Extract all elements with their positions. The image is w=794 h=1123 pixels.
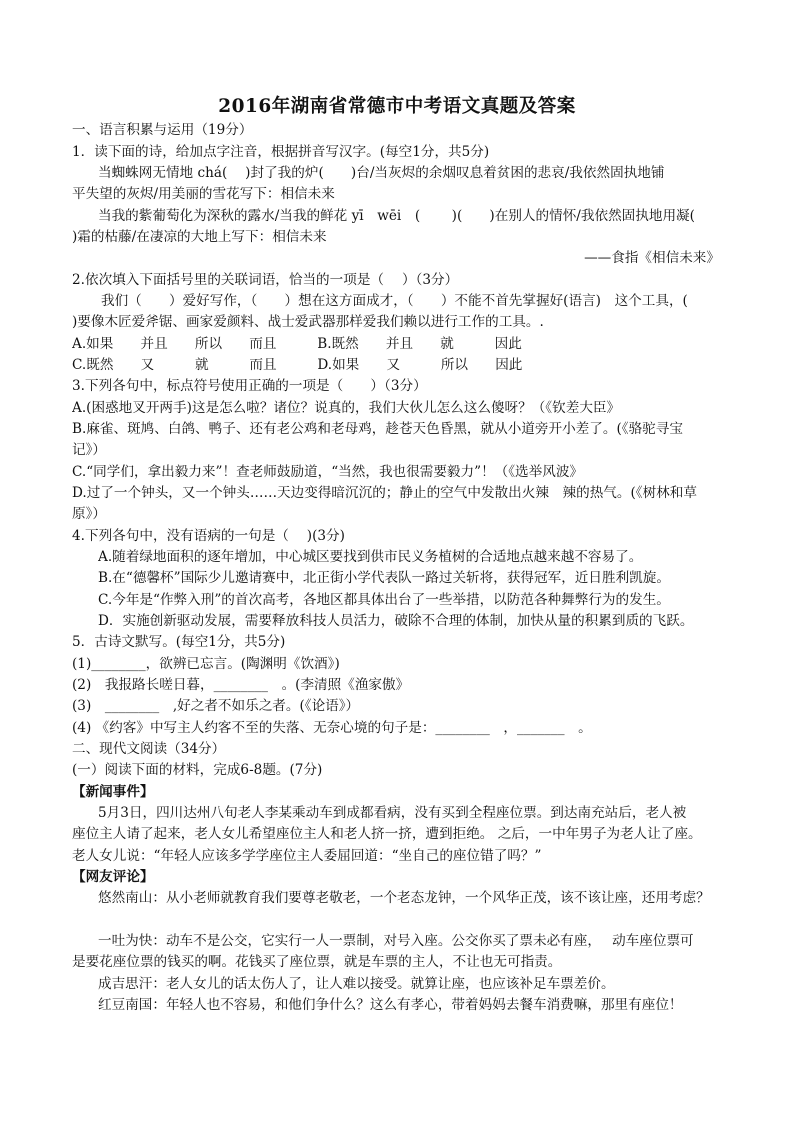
- comment-chengjisihan: 成吉思汗：老人女儿的话太伤人了，让人难以接受。就算让座，也应该补足车票差价。: [98, 976, 615, 992]
- question-5-item-1: (1)________，欲辨已忘言。(陶渊明《饮酒》): [72, 656, 340, 672]
- comment-hongdou-nanguo: 红豆南国：年轻人也不容易，和他们争什么？这么有孝心，带着妈妈去餐车消费嘛，那里有座位！: [98, 997, 683, 1013]
- question-3-option-b-cont: 记》）: [72, 442, 106, 458]
- poem-attribution: ——食指《相信未来》: [584, 250, 720, 266]
- netizen-comments-heading: 【网友评论】: [72, 869, 154, 885]
- question-5-stem: 5．古诗文默写。(每空1分，共5分): [72, 634, 286, 650]
- question-2-options-ab: A.如果 并且 所以 而且 B.既然 并且 就 因此: [72, 336, 522, 352]
- poem-line-2: 当我的紫葡萄化为深秋的露水/当我的鲜花 yī wēi ( )( )在别人的情怀/我依然固执地用凝(: [98, 208, 695, 224]
- question-3-option-b: B.麻雀、斑鸠、白鸽、鸭子、还有老公鸡和老母鸡，趁苍天色昏黑，就从小道旁开小差了。(《骆驼寻宝: [72, 421, 683, 437]
- question-2-text: 我们（ ）爱好写作，（ ）想在这方面成才，（ ）不能不首先掌握好(语言) 这个工具，(: [101, 293, 688, 309]
- question-2-options-cd: C.既然 又 就 而且 D.如果 又 所以 因此: [72, 357, 523, 373]
- question-1-stem: 1．读下面的诗，给加点字注音，根据拼音写汉字。(每空1分，共5分): [72, 144, 490, 160]
- question-2-stem: 2.依次填入下面括号里的关联词语，恰当的一项是（ ）（3分）: [72, 272, 459, 288]
- comment-yituweikuai-line-2: 是要花座位票的钱买的啊。花钱买了座位票，就是车票的主人，不让也无可指责。: [72, 954, 562, 970]
- section-heading-1: 一、语言积累与运用（19分）: [72, 122, 253, 138]
- news-event-heading: 【新闻事件】: [72, 784, 154, 800]
- question-2-text-cont: )要像木匠爱斧锯、画家爱颜料、战士爱武器那样爱我们赖以进行工作的工具。.: [72, 314, 544, 330]
- question-4-option-a: A.随着绿地面积的逐年增加，中心城区要找到供市民义务植树的合适地点越来越不容易了。: [98, 549, 643, 565]
- section-heading-2: 二、现代文阅读（34分）: [72, 741, 226, 757]
- question-4-option-c: C.今年是“作弊入刑”的首次高考，各地区都具体出台了一些举措，以防范各种舞弊行为的发生。: [98, 592, 670, 608]
- question-4-stem: 4.下列各句中，没有语病的一句是（ )(3分): [72, 528, 345, 544]
- document-title: 2016年湖南省常德市中考语文真题及答案: [218, 96, 576, 117]
- poem-line-2-cont: )霜的枯藤/在凄凉的大地上写下：相信未来: [72, 229, 327, 245]
- question-3-option-d-cont: 原》）: [72, 506, 106, 522]
- news-paragraph-line-3: 老人女儿说：“年轻人应该多学学座位主人委屈回道：“坐自己的座位错了吗？”: [72, 848, 542, 864]
- question-3-option-a: A.(困惑地叉开两手)这是怎么啦？诸位？说真的，我们大伙儿怎么这么傻呀？（《钦差大臣》: [72, 400, 621, 416]
- poem-line-1: 当蜘蛛网无情地 chá( )封了我的炉( )台/当灰烬的余烟叹息着贫困的悲哀/我依然固执地铺: [98, 165, 665, 181]
- question-3-option-d: D.过了一个钟头，又一个钟头……天边变得暗沉沉的；静止的空气中发散出火辣 辣的热气。(《树林和草: [72, 485, 697, 501]
- question-4-option-b: B.在“德馨杯”国际少儿邀请赛中，北正街小学代表队一路过关斩将，获得冠军，近日胜利凯旋。: [98, 570, 670, 586]
- question-5-item-3: (3) ________ ,好之者不如乐之者。(《论语》）: [72, 698, 360, 714]
- news-paragraph-line-1: 5月3日，四川达州八旬老人李某乘动车到成都看病，没有买到全程座位票。到达南充站后，老人被: [98, 805, 687, 821]
- question-4-option-d: D．实施创新驱动发展，需要释放科技人员活力，破除不合理的体制，加快从量的积累到质的飞跃。: [98, 613, 694, 629]
- poem-line-1-cont: 平失望的灰烬/用美丽的雪花写下：相信未来: [72, 186, 335, 202]
- question-5-item-2: (2) 我报路长嗟日暮，________ 。(李清照《渔家傲》: [72, 677, 410, 693]
- question-3-option-c: C.“同学们，拿出毅力来”！查老师鼓励道，“当然，我也很需要毅力”！（《选举风波》: [72, 464, 584, 480]
- comment-youran-nanshan: 悠然南山：从小老师就教育我们要尊老敬老，一个老态龙钟，一个风华正茂，该不该让座，还用考虑？: [98, 890, 710, 906]
- question-3-stem: 3.下列各句中，标点符号使用正确的一项是（ ）（3分）: [72, 378, 427, 394]
- reading-1-instruction: (一）阅读下面的材料，完成6-8题。(7分): [72, 762, 323, 778]
- news-paragraph-line-2: 座位主人请了起来，老人女儿希望座位主人和老人挤一挤，遭到拒绝。 之后，一中年男子为老人让了座。: [72, 826, 702, 842]
- question-5-item-4: (4) 《约客》中写主人约客不至的失落、无奈心境的句子是：________ ，_______ 。: [72, 720, 592, 736]
- comment-yituweikuai-line-1: 一吐为快：动车不是公交，它实行一人一票制，对号入座。公交你买了票未必有座， 动车座位票可: [98, 933, 694, 949]
